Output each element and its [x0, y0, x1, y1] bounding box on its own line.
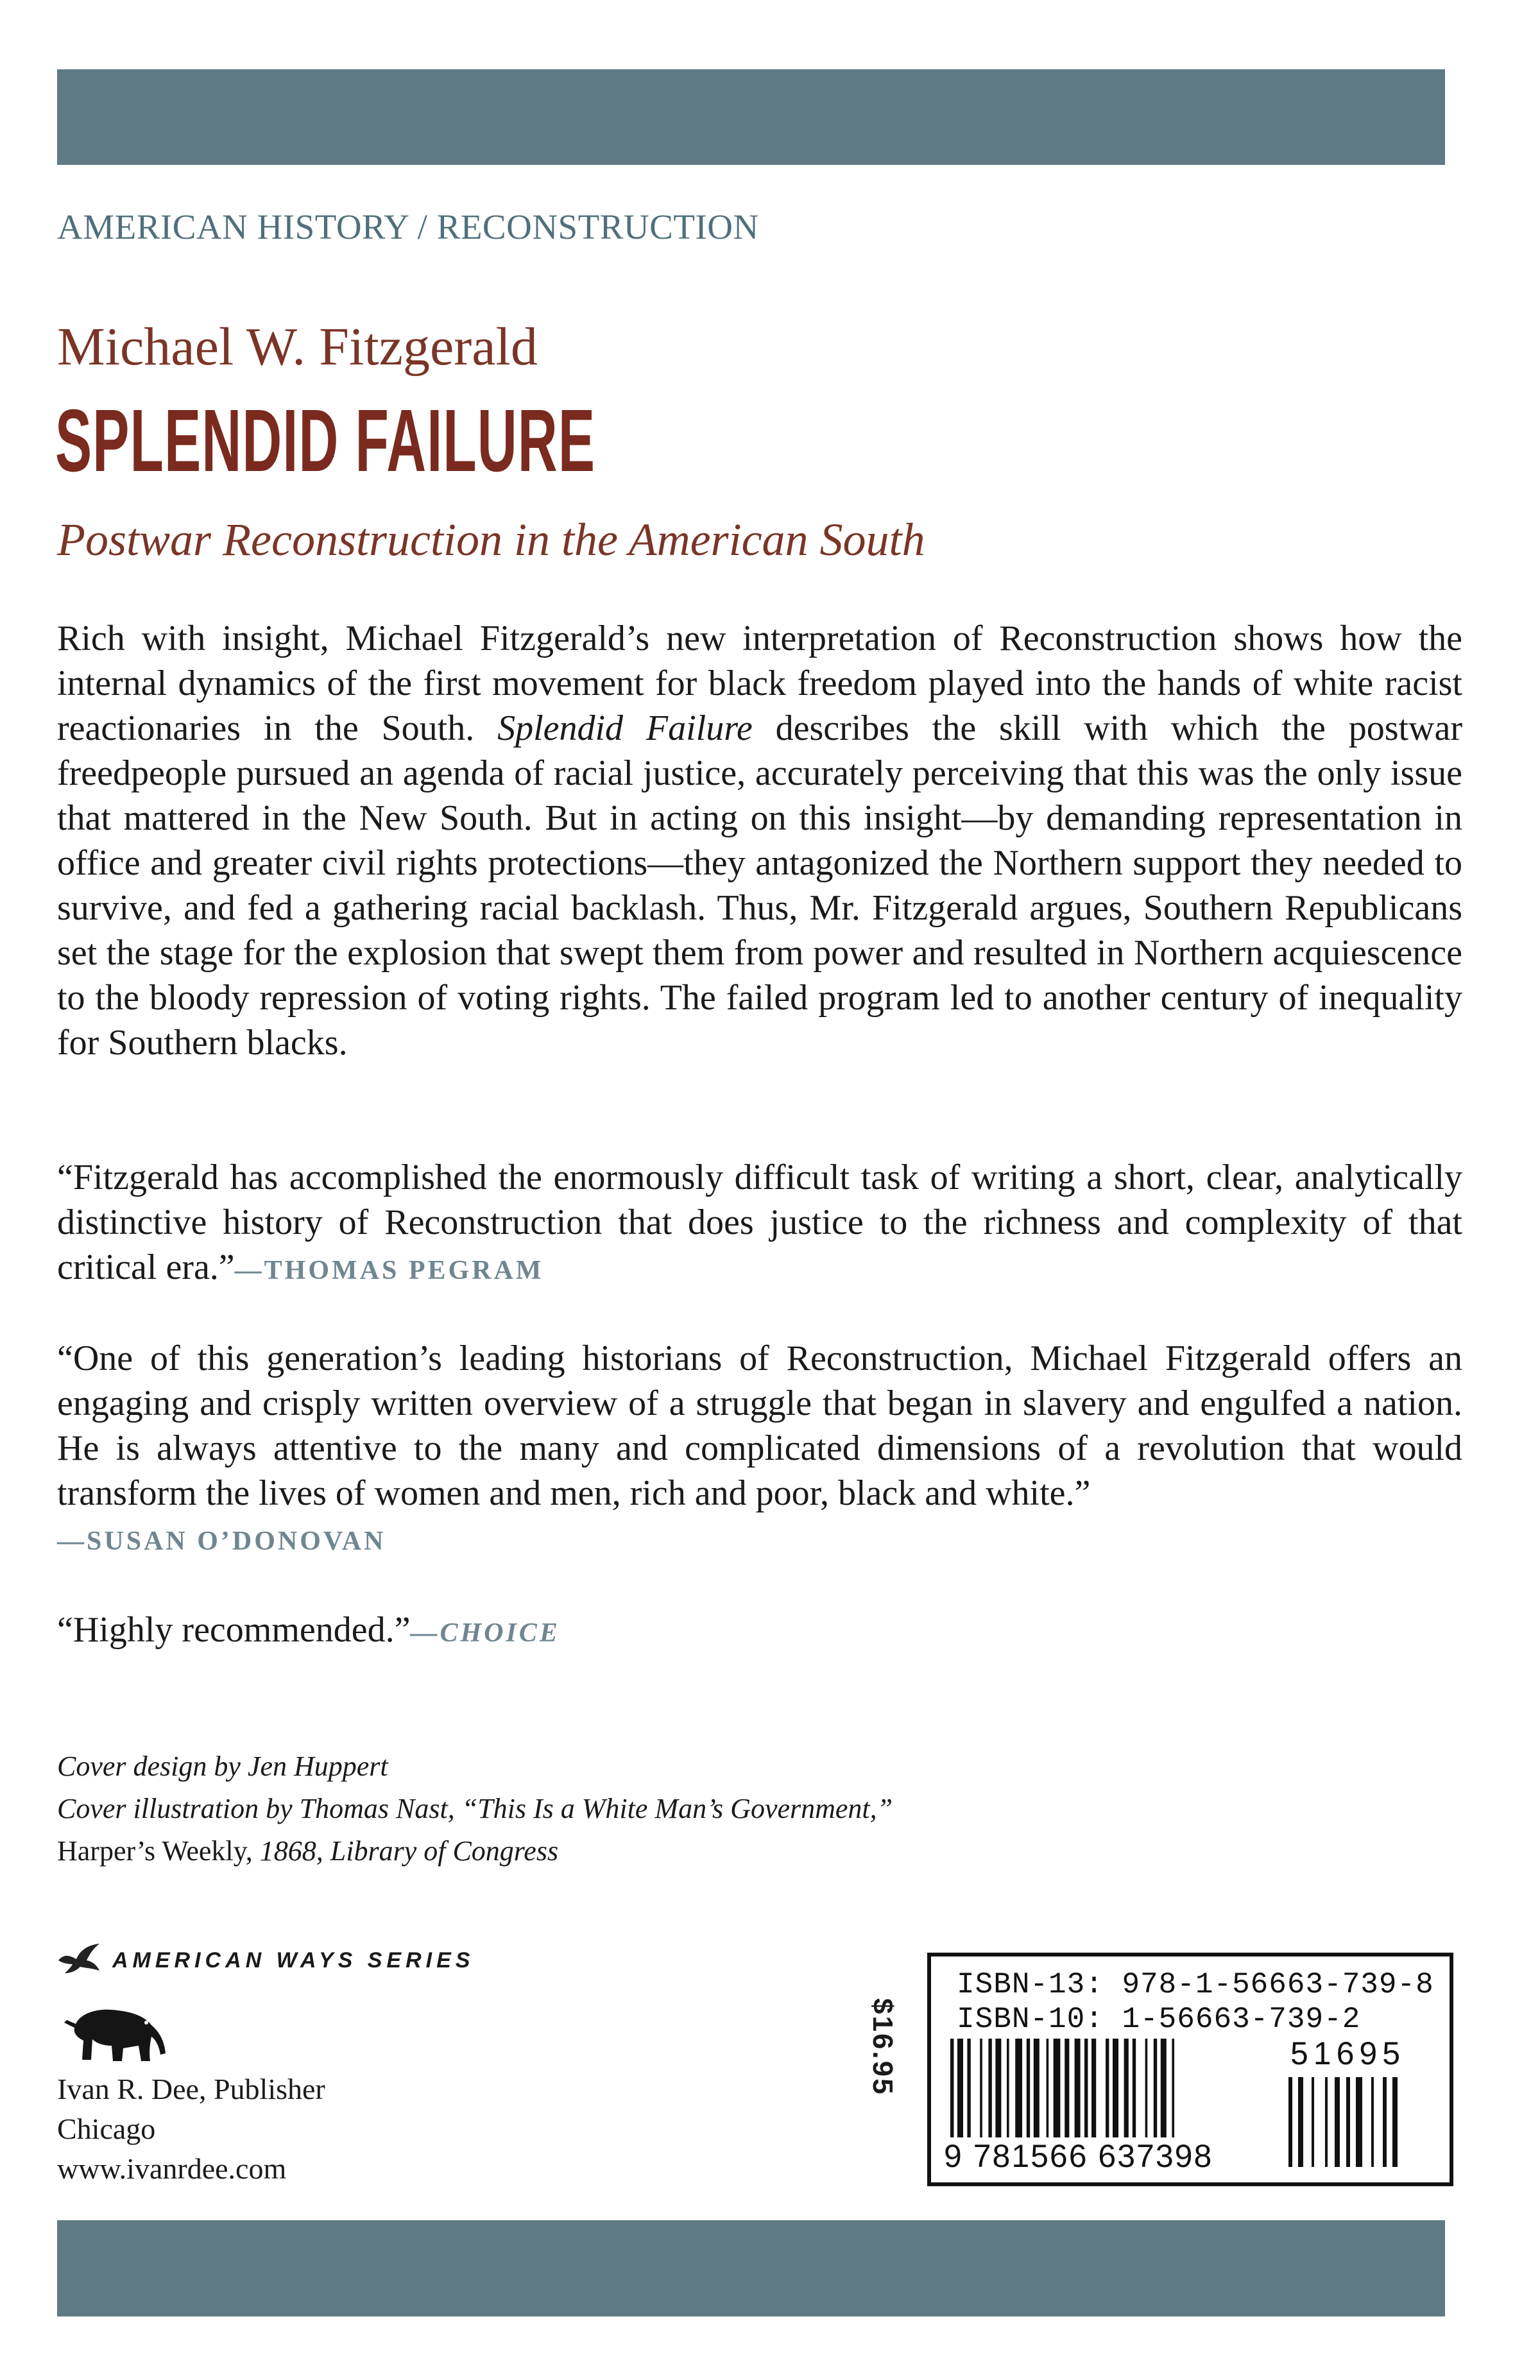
quote-attribution: —THOMAS PEGRAM [234, 1256, 544, 1285]
publisher-name: Ivan R. Dee, Publisher [57, 2073, 325, 2105]
cover-design-credit: Cover design by Jen Huppert [57, 1751, 388, 1782]
review-quote [57, 1336, 1462, 1564]
addon-price-digits: 51695 [1290, 2035, 1406, 2071]
isbn-13: ISBN-13: 978-1-56663-739-8 [957, 1968, 1434, 2001]
quote-text: “Fitzgerald has accomplished the enormously difficult task of writing a short, clear, analytically distinctive history of Reconstruction that does justice to the richness and complexity of that critical era.” [57, 1158, 1462, 1287]
barcode-box [927, 1953, 1453, 2186]
series-name: AMERICAN WAYS SERIES [112, 1948, 475, 1973]
elephant-icon [62, 2003, 171, 2064]
review-quote [57, 1607, 1462, 1656]
review-quote [57, 1155, 1462, 1293]
description-text-1: Rich with insight, Michael Fitzgerald’s new interpretation of Reconstruction shows how the internal dynamics of the first movement for black freedom played into the hands of white racist reactionaries in the South. [57, 619, 1462, 748]
book-description [57, 616, 1462, 1065]
cover-illustration-credit: Cover illustration by Thomas Nast, “This Is a White Man’s Government,” [57, 1793, 893, 1824]
publisher-info [57, 2069, 325, 2189]
top-color-band [57, 69, 1445, 165]
quote-text: “One of this generation’s leading historians of Reconstruction, Michael Fitzgerald offers an engaging and crisply written overview of a struggle that began in slavery and engulfed a nation. He is always attentive to the many and complicated dimensions of a revolution that would transform the lives of women and men, rich and poor, black and white.” [57, 1339, 1462, 1513]
ean-digits: 9 781566 637398 [944, 2138, 1213, 2174]
series-logo [57, 1938, 474, 1983]
cover-credits [57, 1745, 893, 1872]
quote-text: “Highly recommended.” [57, 1610, 411, 1650]
book-subtitle: Postwar Reconstruction in the American South [57, 514, 925, 565]
description-text-2: describes the skill with which the postwar freedpeople pursued an agenda of racial justice, accurately perceiving that this was the only issue that mattered in the New South. But in acting on this insight—by demanding representation in office and greater civil rights protections—they antagonized the Northern support they needed to survive, and fed a gathering racial backlash. Thus, Mr. Fitzgerald argues, Southern Republicans set the stage for the explosion that swept them from power and resulted in Northern acquiescence to the bloody repression of voting rights. The failed program led to another century of inequality for Southern blacks. [57, 708, 1462, 1063]
book-title: SPLENDID FAILURE [55, 391, 596, 490]
author-name: Michael W. Fitzgerald [57, 317, 538, 377]
quote-attribution: —CHOICE [410, 1618, 560, 1648]
isbn-10: ISBN-10: 1-56663-739-2 [957, 2003, 1361, 2036]
cover-source-credit [57, 1830, 893, 1872]
publisher-city: Chicago [57, 2112, 156, 2145]
publisher-logo [62, 2003, 171, 2068]
source-details: 1868, Library of Congress [252, 1835, 559, 1867]
description-title-ref: Splendid Failure [497, 708, 753, 748]
category-label: AMERICAN HISTORY / RECONSTRUCTION [57, 207, 759, 246]
bird-icon [57, 1941, 102, 1980]
price-label: $16.95 [867, 1998, 898, 2096]
source-publication: Harper’s Weekly, [57, 1835, 253, 1867]
publisher-website: www.ivanrdee.com [57, 2152, 287, 2185]
quote-attribution: —SUSAN O’DONOVAN [57, 1527, 386, 1556]
bottom-color-band [57, 2220, 1445, 2316]
